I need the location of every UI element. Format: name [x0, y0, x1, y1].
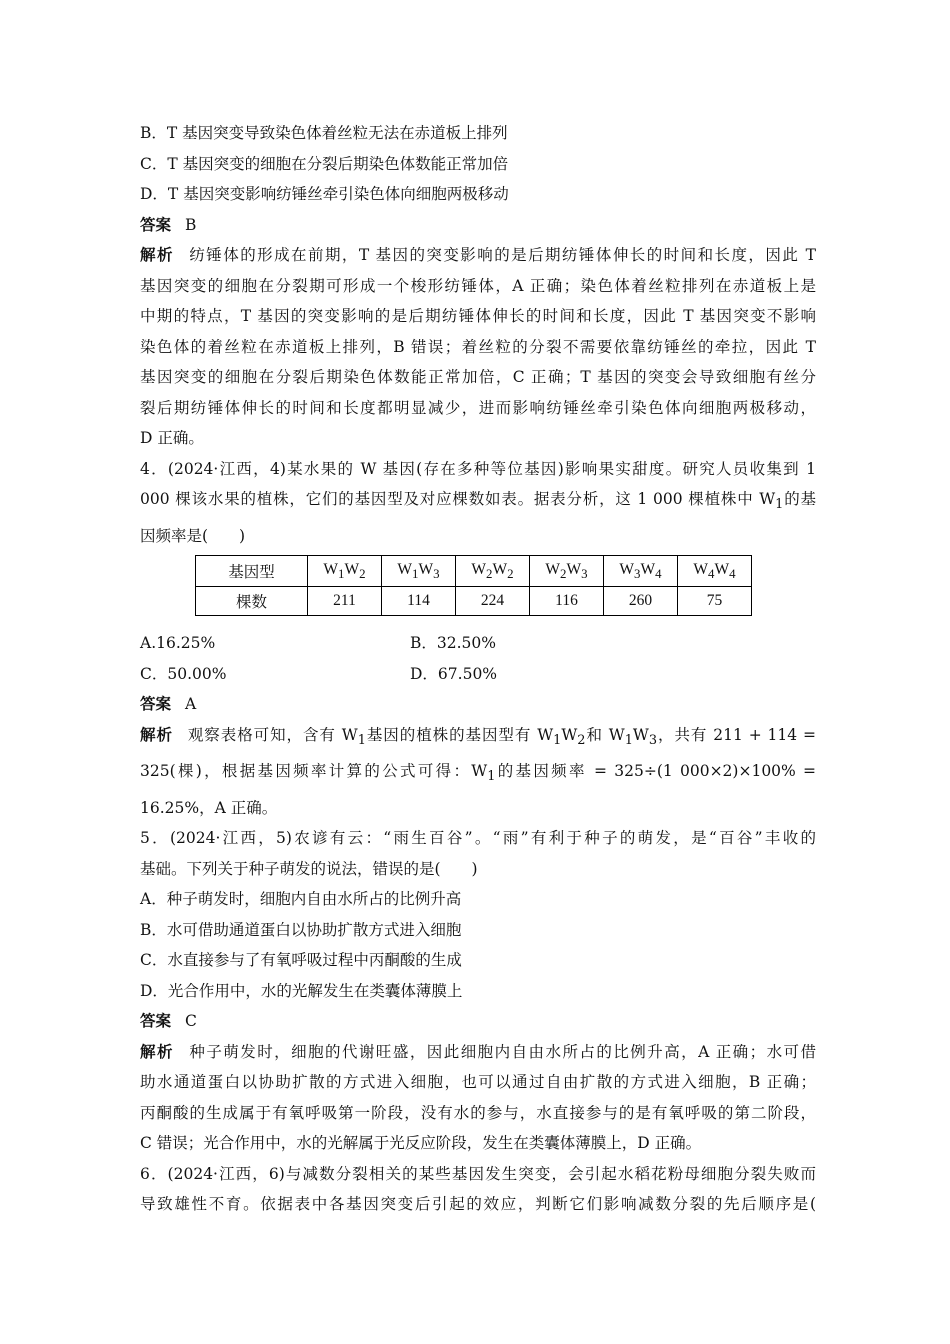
count-cell: 211	[308, 587, 382, 616]
q3-analysis-line: 基因突变的细胞在分裂期可形成一个梭形纺锤体，A 正确；染色体着丝粒排列在赤道板上是	[140, 276, 816, 295]
stem-text: 的基	[783, 490, 816, 508]
q5-analysis-line	[140, 1037, 816, 1068]
genotype-cell: $W_1W_3$	[382, 556, 456, 587]
table-row	[196, 587, 752, 616]
q4-analysis-line: 325(棵)，根据基因频率计算的公式可得：$W_1$的基因频率 = 325÷(1 000×2)×100% =	[140, 762, 816, 785]
q3-analysis-line: 染色体的着丝粒在赤道板上排列，B 错误；着丝粒的分裂不需要依靠纺锤丝的牵拉，因此 T	[140, 337, 816, 356]
q3-option-b: B．T 基因突变导致染色体着丝粒无法在赤道板上排列	[140, 124, 508, 142]
count-cell: 114	[382, 587, 456, 616]
q4-answer	[140, 689, 816, 720]
answer-label: 答案	[140, 1011, 172, 1031]
document-page	[140, 118, 816, 1220]
count-cell: 260	[604, 587, 678, 616]
q5-answer	[140, 1006, 816, 1037]
analysis-label: 解析	[140, 724, 173, 744]
q4-stem-line: 因频率是( )	[140, 526, 246, 545]
q3-option-d: D．T 基因突变影响纺锤丝牵引染色体向细胞两极移动	[140, 185, 509, 203]
q5-stem-line: 5．(2024·江西，5)农谚有云：“雨生百谷”。“雨”有利于种子的萌发，是“百谷”丰收的	[140, 829, 816, 848]
table-row	[196, 556, 752, 587]
stem-text: 000 棵该水果的植株，它们的基因型及对应棵数如表。据表分析，这 1 000 棵植株中 W	[140, 490, 776, 508]
q3-option-c: C．T 基因突变的细胞在分裂后期染色体数能正常加倍	[140, 154, 509, 173]
q5-option-b: B．水可借助通道蛋白以协助扩散方式进入细胞	[140, 920, 462, 939]
genotype-cell: $W_4W_4$	[678, 556, 752, 587]
q3-analysis-line	[140, 240, 816, 271]
q3-answer	[140, 210, 816, 241]
genotype-cell: $W_1W_2$	[308, 556, 382, 587]
q4-option-d: D．67.50%	[410, 664, 498, 683]
count-cell: 75	[678, 587, 752, 616]
table-header-cell: 基因型	[196, 556, 308, 587]
analysis-label: 解析	[140, 1041, 174, 1061]
analysis-label: 解析	[140, 245, 174, 264]
answer-value: A	[185, 695, 197, 714]
subscript: 1	[775, 497, 784, 513]
q4-options-row	[140, 659, 816, 690]
analysis-text: 纺锤体的形成在前期，T 基因的突变影响的是后期纺锤体伸长的时间和长度，因此 T	[187, 246, 816, 264]
count-cell: 116	[530, 587, 604, 616]
q5-option-a: A．种子萌发时，细胞内自由水所占的比例升高	[140, 890, 462, 909]
answer-value: B	[185, 215, 197, 234]
q3-analysis-line: D 正确。	[140, 429, 204, 447]
genotype-table	[195, 555, 752, 616]
count-cell: 224	[456, 587, 530, 616]
table-header-cell: 棵数	[196, 587, 308, 616]
q4-option-c: C．50.00%	[140, 664, 227, 683]
genotype-cell: $W_3W_4$	[604, 556, 678, 587]
genotype-cell: $W_2W_3$	[530, 556, 604, 587]
q3-analysis-line: 基因突变的细胞在分裂后期染色体数能正常加倍，C 正确；T 基因的突变会导致细胞有丝分	[140, 368, 816, 386]
q5-analysis-line: C 错误；光合作用中，水的光解属于光反应阶段，发生在类囊体薄膜上，D 正确。	[140, 1134, 702, 1153]
q5-analysis-line: 丙酮酸的生成属于有氧呼吸第一阶段，没有水的参与，水直接参与的是有氧呼吸的第二阶段，	[140, 1103, 816, 1122]
answer-label: 答案	[140, 214, 172, 234]
q4-analysis-line: 解析 观察表格可知，含有 $W_1$基因的植株的基因型有 $W_1W_2$和 $W_1W_3$，共有 211 + 114 =	[140, 724, 817, 748]
q3-analysis-line: 裂后期纺锤体伸长的时间和长度都明显减少，进而影响纺锤丝牵引染色体向细胞两极移动，	[140, 398, 816, 417]
answer-label: 答案	[140, 694, 172, 714]
q6-stem-line: 6．(2024·江西，6)与减数分裂相关的某些基因发生突变，会引起水稻花粉母细胞分裂失败而	[140, 1164, 816, 1183]
q5-option-d: D．光合作用中，水的光解发生在类囊体薄膜上	[140, 981, 463, 1000]
q4-option-b: B．32.50%	[410, 634, 496, 653]
q4-options-row	[140, 628, 816, 659]
genotype-cell: $W_2W_2$	[456, 556, 530, 587]
q4-option-a: A.16.25%	[140, 634, 216, 653]
q4-analysis-line: 16.25%，A 正确。	[140, 798, 278, 817]
analysis-text: 种子萌发时，细胞的代谢旺盛，因此细胞内自由水所占的比例升高，A 正确；水可借	[187, 1042, 816, 1061]
q4-stem-line	[140, 484, 816, 521]
q4-stem-line: 4．(2024·江西，4)某水果的 W 基因(存在多种等位基因)影响果实甜度。研究人员收集到 1	[140, 459, 816, 478]
q5-option-c: C．水直接参与了有氧呼吸过程中丙酮酸的生成	[140, 951, 462, 970]
answer-value: C	[185, 1012, 197, 1031]
q5-analysis-line: 助水通道蛋白以协助扩散的方式进入细胞，也可以通过自由扩散的方式进入细胞，B 正确；	[140, 1073, 816, 1092]
q3-analysis-line: 中期的特点，T 基因的突变影响的是后期纺锤体伸长的时间和长度，因此 T 基因突变不影响	[140, 307, 816, 325]
q6-stem-line: 导致雄性不育。依据表中各基因突变后引起的效应，判断它们影响减数分裂的先后顺序是(	[140, 1195, 816, 1214]
q5-stem-line: 基础。下列关于种子萌发的说法，错误的是( )	[140, 859, 478, 878]
